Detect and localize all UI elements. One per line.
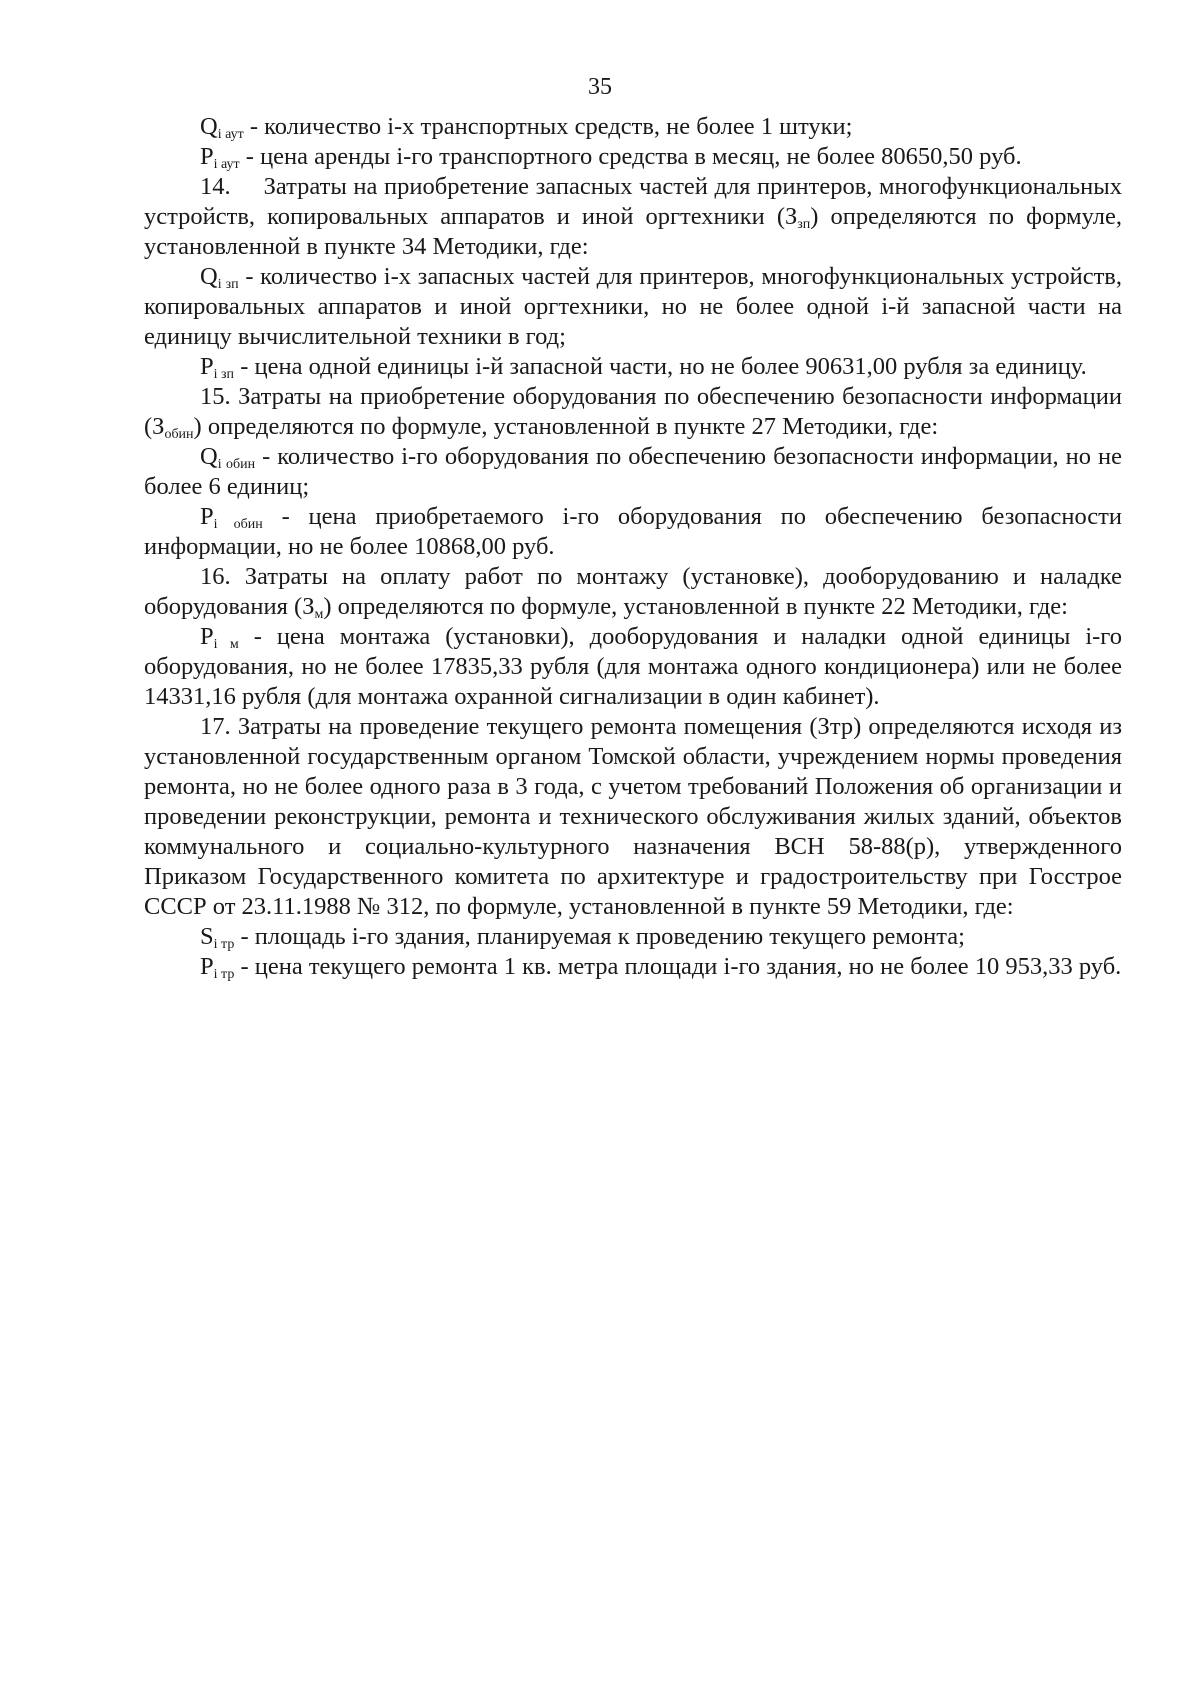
paragraph-p-obin [144,502,1122,562]
paragraph-text: - цена текущего ремонта 1 кв. метра площади i-го здания, но не более 10 953,33 руб. [234,953,1122,980]
page-number: 35 [588,74,612,100]
paragraph-text: - цена приобретаемого i-го оборудования по обеспечению безопасности информации, но не более 10868,00 руб. [144,503,1123,560]
subscript: i тр [213,937,235,952]
subscript: i м [213,637,239,652]
subscript: м [314,607,324,622]
symbol: P [200,503,214,530]
subscript: зп [797,217,811,232]
subscript: i аут [217,127,244,142]
symbol: Q [200,113,218,140]
symbol: Q [200,263,218,290]
paragraph-text: 15. Затраты на приобретение оборудования по обеспечению безопасности информации (З [144,383,1122,440]
paragraph-text: - площадь i-го здания, планируемая к проведению текущего ремонта; [234,923,965,950]
paragraph-q-aut [144,112,1122,142]
paragraph-text: 17. Затраты на проведение текущего ремонта помещения (Зтр) определяются исходя из установленной государственным органом Томской области, учреждением нормы проведения ремонта, но не более одного раза в 3 года, с учетом требований Положения об организации и проведении реконструкции, ремонта и технического обслуживания жилых зданий, объектов коммунального и социально-культурного назначения ВСН 58-88(р), утвержденного Приказом Государственного комитета по архитектуре и градостроительству при Госстрое СССР от 23.11.1988 № 312, по формуле, установленной в пункте 59 Методики, где: [144,713,1122,920]
paragraph-text: - количество i-х запасных частей для принтеров, многофункциональных устройств, копировальных аппаратов и иной оргтехники, но не более одной i-й запасной части на единицу вычислительной техники в год; [144,263,1122,350]
document-body [144,112,1122,982]
paragraph-s-tr [144,922,1122,952]
paragraph-item-14 [144,172,1122,262]
subscript: i аут [213,157,240,172]
paragraph-text: - цена аренды i-го транспортного средства в месяц, не более 80650,50 руб. [239,143,1022,170]
symbol: P [200,623,214,650]
paragraph-p-zp [144,352,1122,382]
paragraph-text: ) определяются по формуле, установленной в пункте 22 Методики, где: [323,593,1068,620]
paragraph-text: ) определяются по формуле, установленной в пункте 34 Методики, где: [144,203,1122,260]
paragraph-text: 16. Затраты на оплату работ по монтажу (установке), дооборудованию и наладке оборудования (З [144,563,1122,620]
paragraph-item-16 [144,562,1122,622]
subscript: i обин [217,457,256,472]
subscript: i тр [213,967,235,982]
symbol: S [200,923,214,950]
paragraph-p-aut [144,142,1122,172]
paragraph-text: - количество i-го оборудования по обеспечению безопасности информации, но не более 6 единиц; [144,443,1122,500]
subscript: i зп [217,277,239,292]
paragraph-text: - цена монтажа (установки), дооборудования и наладки одной единицы i-го оборудования, но не более 17835,33 рубля (для монтажа одного кондиционера) или не более 14331,16 рубля (для монтажа охранной сигнализации в один кабинет). [144,623,1122,710]
paragraph-text: ) определяются по формуле, установленной в пункте 27 Методики, где: [193,413,939,440]
paragraph-item-15 [144,382,1122,442]
symbol: P [200,953,214,980]
symbol: Q [200,443,218,470]
paragraph-p-tr [144,952,1122,982]
paragraph-text: - цена одной единицы i-й запасной части, но не более 90631,00 рубля за единицу. [234,353,1087,380]
paragraph-item-17 [144,712,1122,922]
subscript: i обин [213,517,263,532]
paragraph-p-m [144,622,1122,712]
paragraph-q-obin [144,442,1122,502]
subscript: обин [164,427,194,442]
symbol: P [200,353,214,380]
paragraph-text: 14. Затраты на приобретение запасных частей для принтеров, многофункциональных устройств, копировальных аппаратов и иной оргтехники (З [144,173,1122,230]
symbol: P [200,143,214,170]
subscript: i зп [213,367,235,382]
paragraph-q-zp [144,262,1122,352]
paragraph-text: - количество i-х транспортных средств, не более 1 штуки; [243,113,853,140]
